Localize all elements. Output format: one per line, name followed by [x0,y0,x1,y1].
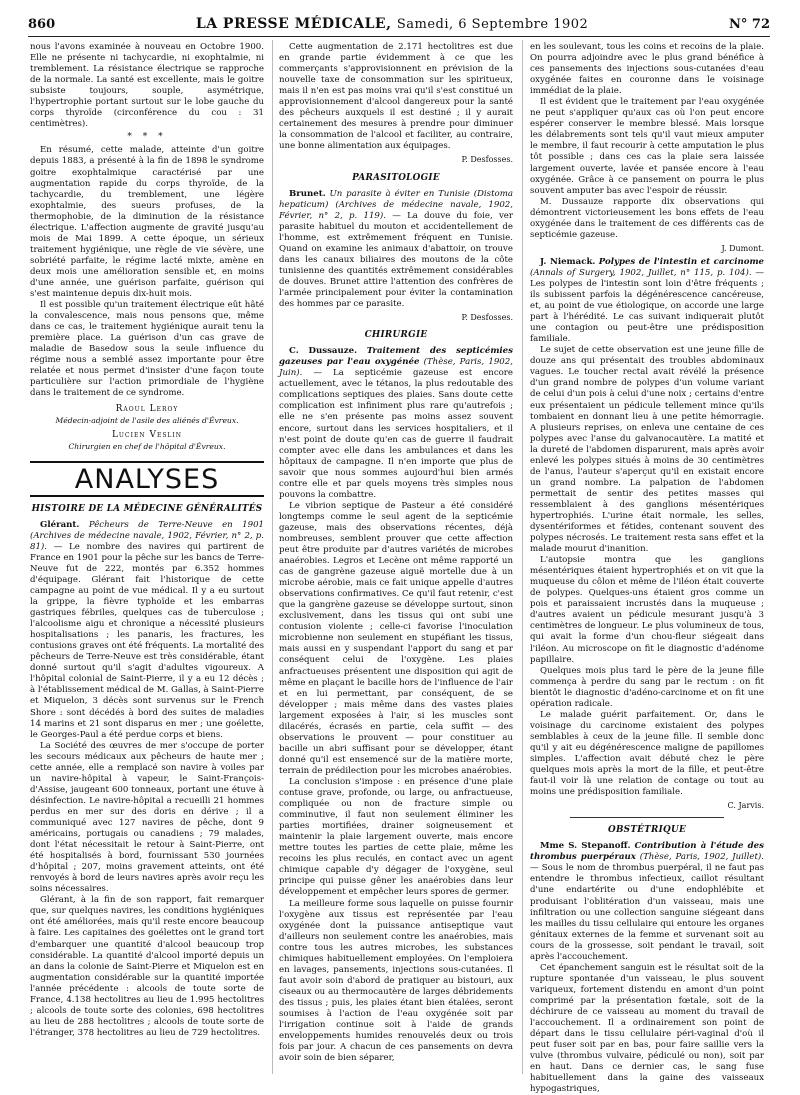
paragraph: Cet épanchement sanguin est le résultat soit de la rupture spontanée d'un vaisseau, le plus souvent variqueux, fortement distendu en amont d'un point comprimé par la présentation fœtale, soit de la déchirure de ce vaisseau au moment du travail de l'accouchement. Il a ordinairement son point de départ dans le tissu cellulaire péri-vaginal d'où il peut fuser soit par en bas, pour faire saillie vers la vulve (thrombus vulvaire, pédiculé ou non), soit par en haut. Dans ce dernier cas, le sang fuse habituellement dans la gaine des vaisseaux hypogastriques, [530,962,764,1095]
abstract-author: Mme S. Stepanoff. [540,841,631,852]
paragraph: Le malade guérit parfaitement. Or, dans le voisinage du carcinome existaient des polypes semblables à ceux de la jeune fille. Il semble donc qu'il y ait eu dégénérescence maligne de papillomes simples. L'affection avait débuté chez le père quelques mois après la mort de la fille, et peut-être faut-il voir là une relation de contage ou tout au moins une prédisposition familiale. [530,709,764,798]
signature: C. Jarvis. [727,801,764,811]
abstract-title: Un parasite à éviter en Tunisie (Distoma hepaticum) [279,188,513,210]
analyses-heading: ANALYSES [30,461,264,497]
paragraph: Glérant, à la fin de son rapport, fait remarquer que, sur quelques navires, les conditions hygiéniques ont été améliorées, mais qu'il reste encore beaucoup à faire. Les capitaines des goélettes ont le grand tort d'embarquer une quantité d'alcool beaucoup trop considérable. La quantité d'alcool importé depuis un an dans la colonie de Saint-Pierre et Miquelon est en augmentation considérable sur la quantité importée l'année précédente : alcools de toute sorte de France, 4.138 hectolitres au lieu de 1.995 hectolitres ; alcools de toute sorte des colonies, 698 hectolitres au lieu de 288 hectolitres ; alcools de toute sorte de l'étranger, 378 hectolitres au lieu de 729 hectolitres. [30,895,264,1038]
author-name: Raoul Leroy [115,403,179,414]
paragraph: Il est possible qu'un traitement électrique eût hâté la convalescence, mais nous pensons que, même dans ce cas, le traitement hygiénique aurait tenu la première place. La guérison d'un cas grave de maladie de Basedow sous la seule influence du régime nous a semblé assez importante pour être relatée et nous permet d'insister d'une façon toute particulière sur l'action primordiale de l'hygiène dans le traitement de ce syndrome. [30,300,264,399]
column-1 [30,42,264,1072]
abstract-paragraph [30,520,264,741]
abstract-source: (Archives de médecine navale, 1902, Février, n° 2, p. 81). [30,530,264,552]
issue-date: Samedi, 6 Septembre 1902 [396,17,589,32]
abstract-source: (Annals of Surgery, 1902, Juillet, n° 115, p. 104). [530,267,752,278]
paragraph: La Société des œuvres de mer s'occupe de porter les secours médicaux aux pêcheurs de haute mer ; cette année, elle a remplacé son navire à voiles par un navire-hôpital à vapeur, le Saint-François-d'Assise, jaugeant 600 tonneaux, portant une étuve à désinfection. Le navire-hôpital a recueilli 21 hommes perdus en mer sur des doris en dérive ; il a communiqué avec 127 navires de pêche, dont 9 américains, portugais ou canadiens ; 79 malades, dont l'état nécessitait le retour à Saint-Pierre, ont été hospitalisés à bord, fournissant 530 journées d'hôpital ; 207, moins gravement atteints, ont été renvoyés à bord de leurs navires après avoir reçu les soins nécessaires. [30,740,264,895]
author-title: Chirurgien en chef de l'hôpital d'Évreux. [68,441,226,451]
abstract-text: — Le nombre des navires qui partirent de France en 1901 pour la pêche sur les bancs de Terre-Neuve fut de 222, montés par 6.352 hommes d'équipage. Glérant fait l'historique de cette campagne au point de vue médical. Il y a eu surtout la grippe, la fièvre typhoïde et les embarras gastriques fébriles, quelques cas de tuberculose ; l'alcoolisme aigu et chronique a nécessité plusieurs hospitalisations ; les panaris, les fractures, les contusions graves ont été fréquents. La mortalité des pêcheurs de Terre-Neuve est très considérable, étant donné surtout qu'il s'agit d'adultes vigoureux. A l'hôpital colonial de Saint-Pierre, il y a eu 12 décès ; à l'établissement médical de M. Gallas, à Saint-Pierre et Miquelon, 3 décès sont survenus sur le French Shore : sont décédés à bord des suites de maladies 14 marins et 21 sont disparus en mer ; une goélette, le Georges-Paul a été perdue corps et biens. [30,541,264,740]
paragraph: nous l'avons examinée à nouveau en Octobre 1900. Elle ne présente ni tachycardie, ni exophtalmie, ni tremblement. La résistance électrique se rapproche de la normale. La santé est excellente, mais le goitre subsiste toujours, souple, asymétrique, l'hypertrophie portant surtout sur le lobe gauche du corps thyroïde (circonférence du cou : 31 centimètres). [30,42,264,130]
paragraph: La meilleure forme sous laquelle on puisse fournir l'oxygène aux tissus est représentée par l'eau oxygénée dont la puissance antiseptique vaut d'ailleurs non seulement contre les anaérobies, mais contre tous les autres microbes, les substances chimiques habituellement employées. On l'emploiera en lavages, pansements, injections sous-cutanées. Il faut avoir soin d'abord de pratiquer au bistouri, aux ciseaux ou au thermocautère de larges débridements des tissus ; puis, les plaies étant bien étalées, seront soumises à l'action de l'eau oxygénée soit par l'irrigation continue soit à l'aide de grands enveloppements humides renouvelés deux ou trois fois par jour. A chacun de ces pansements on devra avoir soin de bien séparer, [279,898,513,1064]
abstract-paragraph [279,189,513,311]
paragraph: Quelques mois plus tard le père de la jeune fille commença à perdre du sang par le rectum : on fit bientôt le diagnostic d'adéno-carcinome et on fit une opération radicale. [530,665,764,709]
paragraph: La conclusion s'impose : en présence d'une plaie contuse grave, profonde, ou large, ou anfractueuse, compliquée ou non de fracture simple ou comminutive, il faut non seulement éliminer les parties mortifiées, drainer soigneusement et maintenir la plaie largement ouverte, mais encore mettre toutes les parties de cette plaie, même les recoins les plus reculés, en contact avec un agent chimique capable d'y dégager de l'oxygène, seul principe qui puisse gêner les anaérobies dans leur développement et empêcher leurs spores de germer. [279,777,513,898]
author-title: Médecin-adjoint de l'asile des aliénés d'Évreux. [55,415,239,425]
issue-number: N° 72 [728,17,770,32]
paragraph: Le sujet de cette observation est une jeune fille de douze ans qui présentait des troubles abdominaux vagues. Le toucher rectal avait révélé la présence d'un grand nombre de polypes d'un volume variant de celui d'un pois à celui d'une noix ; certains d'entre eux présentaient un pédicule tellement mince qu'ils tombaient en donnant lieu à une petite hémorragie. A plusieurs reprises, on enleva une centaine de ces polypes avec l'anse du galvanocautère. La matité et la dureté de l'abdomen disparurent, mais après avoir enlevé les polypes situés à moins de 30 centimètres de l'anus, l'auteur s'aperçut qu'il en existait encore un grand nombre. La palpation de l'abdomen permettait de sentir des petites masses qui ressemblaient à des ganglions mésentériques hypertrophiés. L'urine était normale, les selles, dysentériformes et fétides, contenant souvent des polypes nécrosés. Le traitement resta sans effet et la malade mourut d'inanition. [530,345,764,555]
journal-name: LA PRESSE MÉDICALE, [195,16,392,32]
running-title [196,16,588,32]
abstract-source: (Archives de médecine navale, 1902, Février, n° 2, p. 119). [279,199,514,221]
abstract-title: Polypes de l'intestin et carcinome [598,256,765,267]
abstract-author: J. Niemack. [540,256,596,267]
paragraph: L'autopsie montra que les ganglions mésentériques étaient hypertrophiés et on vit que la muqueuse du côlon et même de l'iléon était couverte de polypes. Quelques-uns étaient gros comme un pois et paraissaient incrustés dans la muqueuse ; d'autres avaient un pédicule mesurant jusqu'à 3 centimètres de longueur. Le plus volumineux de tous, qui avait la forme d'un chou-fleur siégeait dans l'iléon. Au microscope on fit le diagnostic d'adénome papillaire. [530,555,764,665]
paragraph: M. Dussauze rapporte dix observations qui démontrent victorieusement les bons effets de l'eau oxygénée dans le traitement de ces différents cas de septicémie gazeuse. [530,196,764,240]
header-rule [28,36,770,37]
abstract-text: — Les polypes de l'intestin sont loin d'être fréquents ; ils subissent parfois la dégénérescence cancéreuse, et, au point de vue étiologique, on accorde une large part à l'hérédité. Le cas suivant indiquerait plutôt une contagion ou peut-être une prédisposition familiale. [530,267,764,345]
paragraph: En résumé, cette malade, atteinte d'un goitre depuis 1883, a présenté à la fin de 1898 le syndrome goitre exophtalmique caractérisé par une augmentation rapide du corps thyroïde, de la tachycardie, du tremblement, une légère exophtalmie, des sueurs profuses, de la thermophobie, de la diminution de la résistance électrique. L'affection augmente de gravité jusqu'au mois de Mai 1899. A cette époque, un sérieux traitement hygiénique, une règle de vie sévère, une sobriété parfaite, le régime lacté mixte, amène en deux mois une amélioration sensible et, en moins d'une année, une guérison parfaite, guérison qui s'est maintenue depuis dix-huit mois. [30,145,264,300]
abstract-author: Brunet. [289,188,326,199]
abstract-title: Contribution à l'étude des thrombus puerpéraux [530,841,764,863]
paragraph: Le vibrion septique de Pasteur a été considéré longtemps comme le seul agent de la septicémie gazeuse, mais des observations récentes, déjà nombreuses, semblent prouver que cette affection peut être produite par d'autres variétés de microbes anaérobies. Legros et Lecène ont même rapporté un cas de gangrène gazeuse aiguë mortelle due à un microbe aérobie, mais ce fait unique appelle d'autres observations confirmatives. Ce qu'il faut retenir, c'est que la gangrène gazeuse se développe surtout, sinon exclusivement, dans les tissus qui ont subi une contusion violente ; celle-ci favorise l'inoculation microbienne non seulement en stupéfiant les tissus, mais aussi en y suspendant l'apport du sang et par conséquent celui de l'oxygène. Les plaies anfractueuses présentent une disposition qui agit de même en plaçant le bacille hors de l'influence de l'air et en lui permettant, par conséquent, de se développer ; mais même dans des vastes plaies largement exposées à l'air, si les muscles sont dilacérés, écrasés en partie, cela suffit — des observations le prouvent — pour constituer au bacille un abri suffisant pour se développer, étant donné qu'il est ensemencé sur de la matière morte, terrain de prédilection pour les microbes anaérobies. [279,500,513,776]
column-divider [272,40,273,1074]
column-2 [279,42,513,1072]
abstract-title: Traitement des septicémies gazeuses par l'eau oxygénée [279,346,513,368]
author-name: Lucien Veslin [111,429,183,440]
abstract-text: — Sous le nom de thrombus puerpéral, il ne faut pas entendre le thrombus infectieux, caillot résultant d'une endartérite ou d'une endophlébite et produisant l'oblitération d'un vaisseau, mais une infiltration ou une collection sanguine siégeant dans les mailles du tissu cellulaire qui entoure les organes génitaux externes de la femme et survenant soit au cours de la grossesse, soit pendant le travail, soit après l'accouchement. [530,863,764,962]
abstract-source: (Thèse, Paris, 1902, Juillet). [639,852,764,863]
signature: P. Desfosses. [461,313,513,323]
paragraph: en les soulevant, tous les coins et recoins de la plaie. On pourra adjoindre avec le plus grand bénéfice à ces pansements des injections sous-cutanées d'eau oxygénée faites en couronne dans le voisinage immédiat de la plaie. [530,42,764,97]
signature: J. Dumont. [721,243,764,253]
page-header [28,16,770,34]
abstract-author: Glérant. [40,519,80,530]
abstract-paragraph [279,346,513,501]
section-heading: CHIRURGIE [364,330,428,341]
abstract-text: — La douve du foie, ver parasite habituel du mouton et accidentellement de l'homme, est extrêmement fréquent en Tunisie. Quand on examine les animaux d'abattoir, on trouve dans les canaux biliaires des moutons de la côte tunisienne des quantités extrêmement considérables de douves. Brunet attire l'attention des confrères de l'armée principalement pour éviter la contamination des hommes par ce parasite. [279,210,514,310]
section-separator [570,817,724,818]
section-heading: PARASITOLOGIE [352,172,440,183]
paragraph: Cette augmentation de 2.171 hectolitres est due en grande partie évidemment à ce que les commerçants s'approvisionnent en prévision de la nouvelle taxe de consommation sur les spiritueux, mais il n'en est pas moins vrai qu'il s'est constitué un approvisionnement d'alcool dangereux pour la santé des pêcheurs auxquels il est destiné ; il y aurait certainement des mesures à prendre pour diminuer la consommation de l'alcool et faciliter, au contraire, une bonne alimentation aux équipages. [279,42,513,152]
section-heading: OBSTÉTRIQUE [607,825,686,836]
column-3 [530,42,765,1095]
abstract-source: (Thèse, Paris, 1902, Juin). [279,357,513,379]
section-stars: * * * [127,132,167,143]
abstract-paragraph [530,841,764,963]
abstract-text: — La septicémie gazeuse est encore actuellement, avec le tétanos, la plus redoutable des complications septiques des plaies. Sans doute cette complication est infiniment plus rare qu'autrefois ; elle ne s'en présente pas moins assez souvent encore, surtout dans les services hospitaliers, et il n'est point de doute qu'en cas de guerre il faudrait compter avec elle dans les ambulances et dans les hôpitaux de campagne. Il n'en importe que plus de savoir que nous sommes aujourd'hui bien armés contre elle et par quels moyens très simples nous pouvons la combattre. [279,368,514,500]
signature: P. Desfosses. [461,155,513,165]
column-divider [522,40,523,1074]
section-heading: HISTOIRE DE LA MÉDECINE GÉNÉRALITÉS [31,503,263,514]
paragraph: Il est évident que le traitement par l'eau oxygénée ne peut s'appliquer qu'aux cas où l'on peut encore espérer conserver le membre blessé. Mais lorsque les délabrements sont tels qu'il vaut mieux amputer le membre, il faut recourir à cette amputation le plus tôt possible ; dans ces cas la plaie sera laissée largement ouverte, lavée et pansée encore à l'eau oxygénée. Grâce à ce pansement on pourra le plus souvent amputer bas avec l'espoir de réussir. [530,97,764,196]
page-number: 860 [28,17,56,32]
abstract-title: Pêcheurs de Terre-Neuve en 1901 [88,519,264,530]
abstract-author: C. Dussauze. [289,346,358,357]
abstract-paragraph [530,257,764,345]
